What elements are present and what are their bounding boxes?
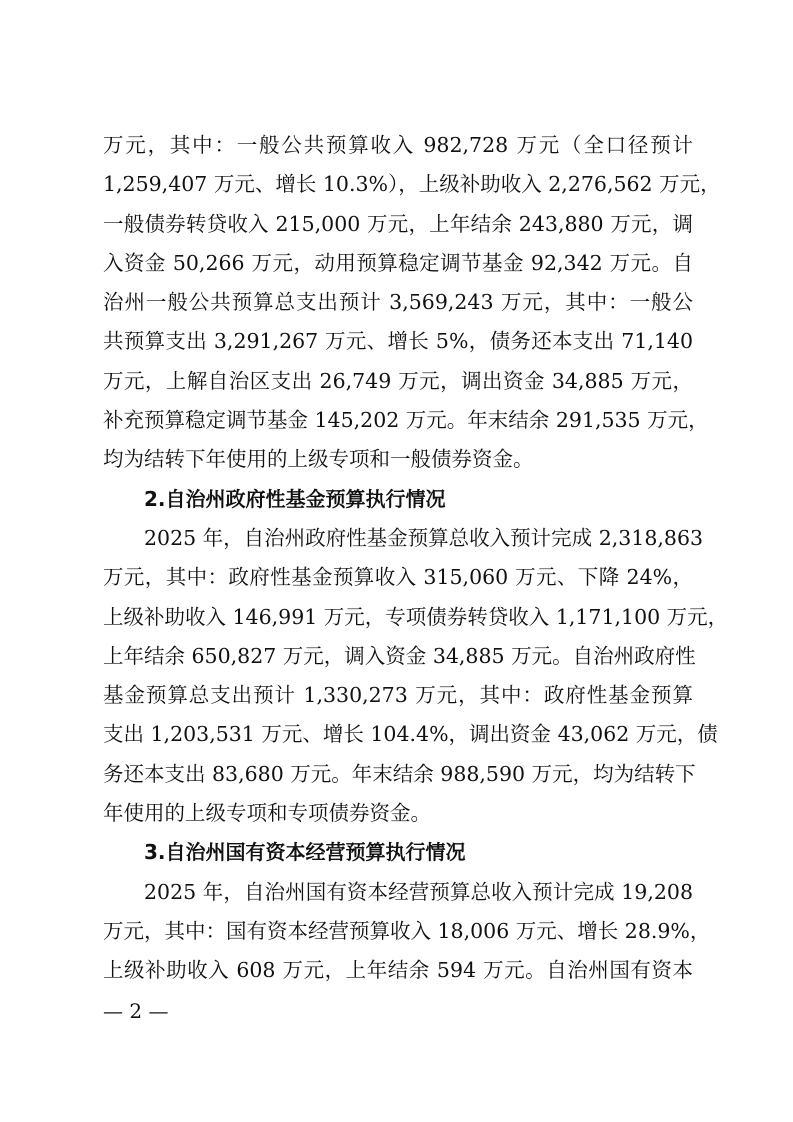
paragraph-line: 务还本支出 83,680 万元。年末结余 988,590 万元，均为结转下 [103,761,696,786]
section-heading: 3.自治州国有资本经营预算执行情况 [144,840,466,865]
paragraph-line: 基金预算总支出预计 1,330,273 万元，其中：政府性基金预算 [103,683,693,708]
paragraph-line: 万元，上解自治区支出 26,749 万元，调出资金 34,885 万元， [103,368,693,393]
section-heading: 2.自治州政府性基金预算执行情况 [144,486,446,511]
paragraph-line: 上级补助收入 146,991 万元，专项债券转贷收入 1,171,100 万元， [103,604,729,629]
paragraph-line: 年使用的上级专项和专项债券资金。 [103,801,431,826]
document-body [103,126,729,991]
paragraph-line: 万元，其中：国有资本经营预算收入 18,006 万元、增长 28.9%， [103,918,711,943]
paragraph-line: 2025 年，自治州国有资本经营预算总收入预计完成 19,208 [144,879,693,904]
paragraph-line: 一般债券转贷收入 215,000 万元，上年结余 243,880 万元，调 [103,211,693,236]
page-number: — 2 — [103,999,169,1023]
paragraph-line: 万元，其中：一般公共预算收入 982,728 万元（全口径预计 [103,133,693,157]
paragraph-line: 上级补助收入 608 万元，上年结余 594 万元。自治州国有资本 [103,958,693,983]
paragraph-line: 支出 1,203,531 万元、增长 104.4%，调出资金 43,062 万元，债 [103,722,718,747]
paragraph-line: 共预算支出 3,291,267 万元、增长 5%，债务还本支出 71,140 [103,329,693,354]
paragraph-line: 1,259,407 万元、增长 10.3%），上级补助收入 2,276,562 万元， [103,172,721,197]
paragraph-line: 万元，其中：政府性基金预算收入 315,060 万元、下降 24%， [103,565,693,590]
paragraph-line: 补充预算稳定调节基金 145,202 万元。年末结余 291,535 万元， [103,408,709,433]
paragraph-line: 2025 年，自治州政府性基金预算总收入预计完成 2,318,863 [144,525,704,550]
paragraph-line: 均为结转下年使用的上级专项和一般债券资金。 [103,447,534,472]
paragraph-line: 入资金 50,266 万元，动用预算稳定调节基金 92,342 万元。自 [103,250,693,275]
paragraph-line: 上年结余 650,827 万元，调入资金 34,885 万元。自治州政府性 [103,643,696,668]
paragraph-line: 治州一般公共预算总支出预计 3,569,243 万元，其中：一般公 [103,290,693,315]
